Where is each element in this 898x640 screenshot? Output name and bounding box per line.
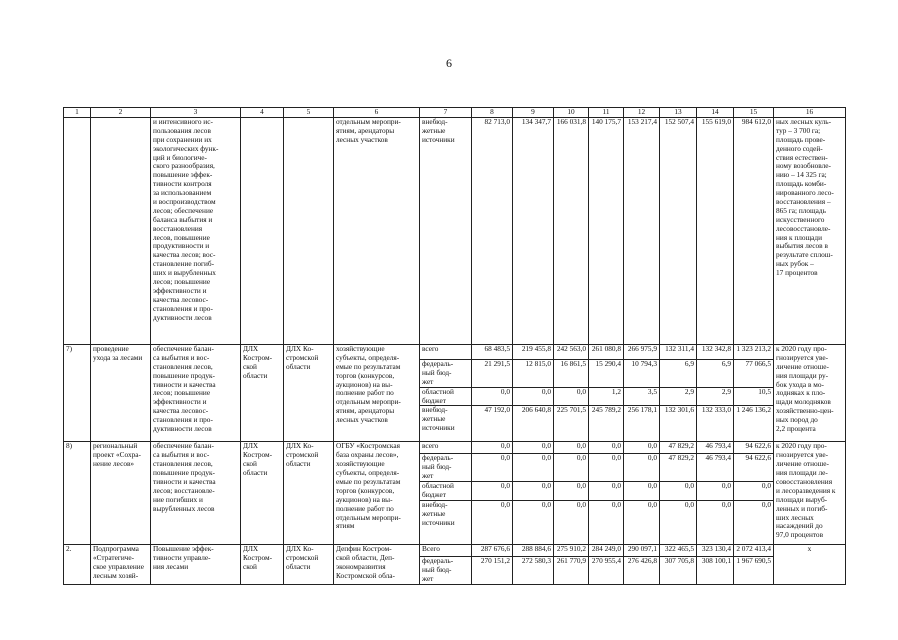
value-cell: 284 249,0 — [589, 544, 624, 556]
value-cell: 132 342,8 — [697, 345, 734, 360]
value-cell: 68 483,5 — [472, 345, 513, 360]
table-row — [64, 345, 846, 360]
value-cell: 140 175,7 — [589, 118, 624, 345]
value-cell: 0,0 — [513, 387, 554, 406]
responsible-cell: ДЛХ Костром- ской — [241, 544, 284, 584]
goal-cell: и интенсивного ис- пользования лесов при сохранении их экологических функ- ций и биологиче- ского разнообразия, повышение эффек- тивности контроля за использованием и воспроизводством лесов; обеспечение баланса выбытия и восстановления лесов, повышение продуктивности и качества лесов; вос- становление погиб- ших и вырубленных лесов; повышение эффективности и качества лесовос- становления и про- дуктивности лесов — [151, 118, 241, 345]
col-header: 4 — [241, 108, 284, 118]
value-cell: 0,0 — [624, 500, 660, 544]
value-cell: 290 097,1 — [624, 544, 660, 556]
value-cell: 166 031,8 — [554, 118, 589, 345]
executor-cell: ОГБУ «Костромская база охраны лесов», хозяйствующие субъекты, определя- емые по результатам торгов (конкурсов, аукционов) на вы- полнение работ по отдельным меропри- ятиям — [334, 442, 420, 544]
value-cell: 308 100,1 — [697, 556, 734, 584]
value-cell: 0,0 — [513, 442, 554, 454]
value-cell: 276 426,8 — [624, 556, 660, 584]
table-row — [64, 118, 846, 345]
col-header: 2 — [91, 108, 151, 118]
value-cell: 0,0 — [513, 500, 554, 544]
value-cell: 77 066,5 — [734, 360, 774, 388]
value-cell: 0,0 — [589, 454, 624, 482]
value-cell: 0,0 — [513, 482, 554, 501]
value-cell: 0,0 — [624, 442, 660, 454]
value-cell: 322 465,5 — [660, 544, 697, 556]
table-row — [64, 544, 846, 556]
row-number: 8) — [64, 442, 91, 544]
col-header: 6 — [334, 108, 420, 118]
indicator-cell: к 2020 году про- гнозируется уве- личение отноше- ния площади ру- бок ухода в мо- лодняках к пло- щади молодняков хозяйственно-цен- ных пород до 2,2 процента — [774, 345, 846, 442]
value-cell: 0,0 — [554, 454, 589, 482]
value-cell: 155 619,0 — [697, 118, 734, 345]
col-header: 1 — [64, 108, 91, 118]
value-cell: 47 829,2 — [660, 454, 697, 482]
value-cell: 82 713,0 — [472, 118, 513, 345]
goal-cell: Повышение эффек- тивности управле- ния лесами — [151, 544, 241, 584]
indicator-cell: ных лесных куль- тур – 3 700 га; площадь прове- денного содей- ствия естествен- ному возобновле- нию – 14 325 га; площадь комби- нированного лесо- восстановления – 865 га; площадь искусственного лесовосстановле- ния к площади выбытия лесов в результате сплош- ных рубок – 17 процентов — [774, 118, 846, 345]
value-cell: 1 323 213,2 — [734, 345, 774, 360]
goal-cell: обеспечение балан- са выбытия и вос- становления лесов, повышение продук- тивности и качества лесов; повышение эффективности и качества лесовос- становления и про- дуктивности лесов — [151, 345, 241, 442]
indicator-cell: х — [774, 544, 846, 584]
value-cell: 46 793,4 — [697, 454, 734, 482]
value-cell: 0,0 — [734, 500, 774, 544]
source-label: внебюд- жетные источники — [420, 406, 472, 442]
activity-name: проведение ухода за лесами — [91, 345, 151, 442]
value-cell: 134 347,7 — [513, 118, 554, 345]
col-header: 9 — [513, 108, 554, 118]
value-cell: 261 080,8 — [589, 345, 624, 360]
value-cell: 219 455,8 — [513, 345, 554, 360]
source-label: федераль- ный бюд- жет — [420, 454, 472, 482]
col-header: 10 — [554, 108, 589, 118]
value-cell: 287 676,6 — [472, 544, 513, 556]
executor-cell: отдельным меропри- ятиям, арендаторы лесных участков — [334, 118, 420, 345]
value-cell: 0,0 — [589, 442, 624, 454]
value-cell: 132 311,4 — [660, 345, 697, 360]
value-cell: 225 701,5 — [554, 406, 589, 442]
activity-name: Подпрограмма «Стратегиче- ское управление лесным хозяй- — [91, 544, 151, 584]
value-cell: 10 794,3 — [624, 360, 660, 388]
value-cell: 47 192,0 — [472, 406, 513, 442]
value-cell: 0,0 — [589, 482, 624, 501]
row-number: 7) — [64, 345, 91, 442]
value-cell: 288 884,6 — [513, 544, 554, 556]
value-cell: 12 815,0 — [513, 360, 554, 388]
col-header: 14 — [697, 108, 734, 118]
value-cell: 984 612,0 — [734, 118, 774, 345]
col-header: 8 — [472, 108, 513, 118]
page-number: 6 — [446, 56, 452, 70]
value-cell: 0,0 — [734, 482, 774, 501]
value-cell: 266 975,9 — [624, 345, 660, 360]
value-cell: 6,9 — [697, 360, 734, 388]
value-cell: 256 178,1 — [624, 406, 660, 442]
value-cell: 275 910,2 — [554, 544, 589, 556]
source-label: внебюд- жетные источники — [420, 118, 472, 345]
value-cell: 261 770,9 — [554, 556, 589, 584]
value-cell: 0,0 — [554, 442, 589, 454]
value-cell: 307 705,8 — [660, 556, 697, 584]
value-cell: 0,0 — [472, 500, 513, 544]
activity-name: региональный проект «Сохра- нение лесов» — [91, 442, 151, 544]
executor-cell: Депфин Костром- ской области, Деп- экономразвития Костромской обла- — [334, 544, 420, 584]
value-cell: 323 130,4 — [697, 544, 734, 556]
source-label: внебюд- жетные источники — [420, 500, 472, 544]
value-cell: 16 861,5 — [554, 360, 589, 388]
coexecutor-cell: ДЛХ Ко- стромской области — [284, 544, 334, 584]
responsible-cell: ДЛХ Костром- ской области — [241, 442, 284, 544]
value-cell: 0,0 — [472, 387, 513, 406]
col-header: 11 — [589, 108, 624, 118]
value-cell: 0,0 — [472, 442, 513, 454]
value-cell: 245 789,2 — [589, 406, 624, 442]
value-cell: 0,0 — [472, 454, 513, 482]
source-label: областной бюджет — [420, 387, 472, 406]
value-cell: 152 507,4 — [660, 118, 697, 345]
value-cell: 0,0 — [697, 500, 734, 544]
value-cell: 270 955,4 — [589, 556, 624, 584]
program-table — [63, 107, 846, 585]
value-cell: 47 829,2 — [660, 442, 697, 454]
value-cell: 21 291,5 — [472, 360, 513, 388]
header-row — [64, 108, 846, 118]
source-label: всего — [420, 345, 472, 360]
responsible-cell: ДЛХ Костром- ской области — [241, 345, 284, 442]
indicator-cell: к 2020 году про- гнозируется уве- личение отноше- ния площади ле- совосстановления и лесоразведения к площади выруб- ленных и погиб- ших лесных насаждений до 97,0 процентов — [774, 442, 846, 544]
value-cell: 6,9 — [660, 360, 697, 388]
executor-cell: хозяйствующие субъекты, определя- емые по результатам торгов (конкурсов, аукционов) на вы- полнение работ по отдельным меропри- ятиям, арендаторы лесных участков — [334, 345, 420, 442]
value-cell: 1 967 690,5 — [734, 556, 774, 584]
col-header: 16 — [774, 108, 846, 118]
col-header: 15 — [734, 108, 774, 118]
row-number: 2. — [64, 544, 91, 584]
col-header: 3 — [151, 108, 241, 118]
value-cell: 46 793,4 — [697, 442, 734, 454]
value-cell: 0,0 — [589, 500, 624, 544]
goal-cell: обеспечение балан- са выбытия и вос- становления лесов, повышение продук- тивности и качества лесов; восстановле- ние погибших и вырубленных лесов — [151, 442, 241, 544]
value-cell: 206 640,8 — [513, 406, 554, 442]
coexecutor-cell: ДЛХ Ко- стромской области — [284, 345, 334, 442]
source-label: федераль- ный бюд- жет — [420, 360, 472, 388]
value-cell: 2 072 413,4 — [734, 544, 774, 556]
coexecutor-cell: ДЛХ Ко- стромской области — [284, 442, 334, 544]
col-header: 5 — [284, 108, 334, 118]
source-label: федераль- ный бюд- жет — [420, 556, 472, 584]
table-row — [64, 442, 846, 454]
value-cell: 0,0 — [554, 387, 589, 406]
value-cell: 153 217,4 — [624, 118, 660, 345]
value-cell: 0,0 — [624, 482, 660, 501]
source-label: Всего — [420, 544, 472, 556]
value-cell: 132 301,6 — [660, 406, 697, 442]
value-cell: 2,9 — [697, 387, 734, 406]
value-cell: 270 151,2 — [472, 556, 513, 584]
value-cell: 94 622,6 — [734, 454, 774, 482]
value-cell: 94 622,6 — [734, 442, 774, 454]
col-header: 13 — [660, 108, 697, 118]
value-cell: 3,5 — [624, 387, 660, 406]
value-cell: 0,0 — [660, 482, 697, 501]
value-cell: 0,0 — [472, 482, 513, 501]
source-label: областной бюджет — [420, 482, 472, 501]
value-cell: 272 580,3 — [513, 556, 554, 584]
value-cell: 0,0 — [554, 500, 589, 544]
col-header: 12 — [624, 108, 660, 118]
value-cell: 0,0 — [554, 482, 589, 501]
value-cell: 0,0 — [513, 454, 554, 482]
value-cell: 2,9 — [660, 387, 697, 406]
value-cell: 10,5 — [734, 387, 774, 406]
value-cell: 1,2 — [589, 387, 624, 406]
value-cell: 132 333,0 — [697, 406, 734, 442]
value-cell: 0,0 — [660, 500, 697, 544]
col-header: 7 — [420, 108, 472, 118]
value-cell: 0,0 — [697, 482, 734, 501]
value-cell: 1 246 136,2 — [734, 406, 774, 442]
value-cell: 0,0 — [624, 454, 660, 482]
value-cell: 15 290,4 — [589, 360, 624, 388]
source-label: всего — [420, 442, 472, 454]
value-cell: 242 563,0 — [554, 345, 589, 360]
